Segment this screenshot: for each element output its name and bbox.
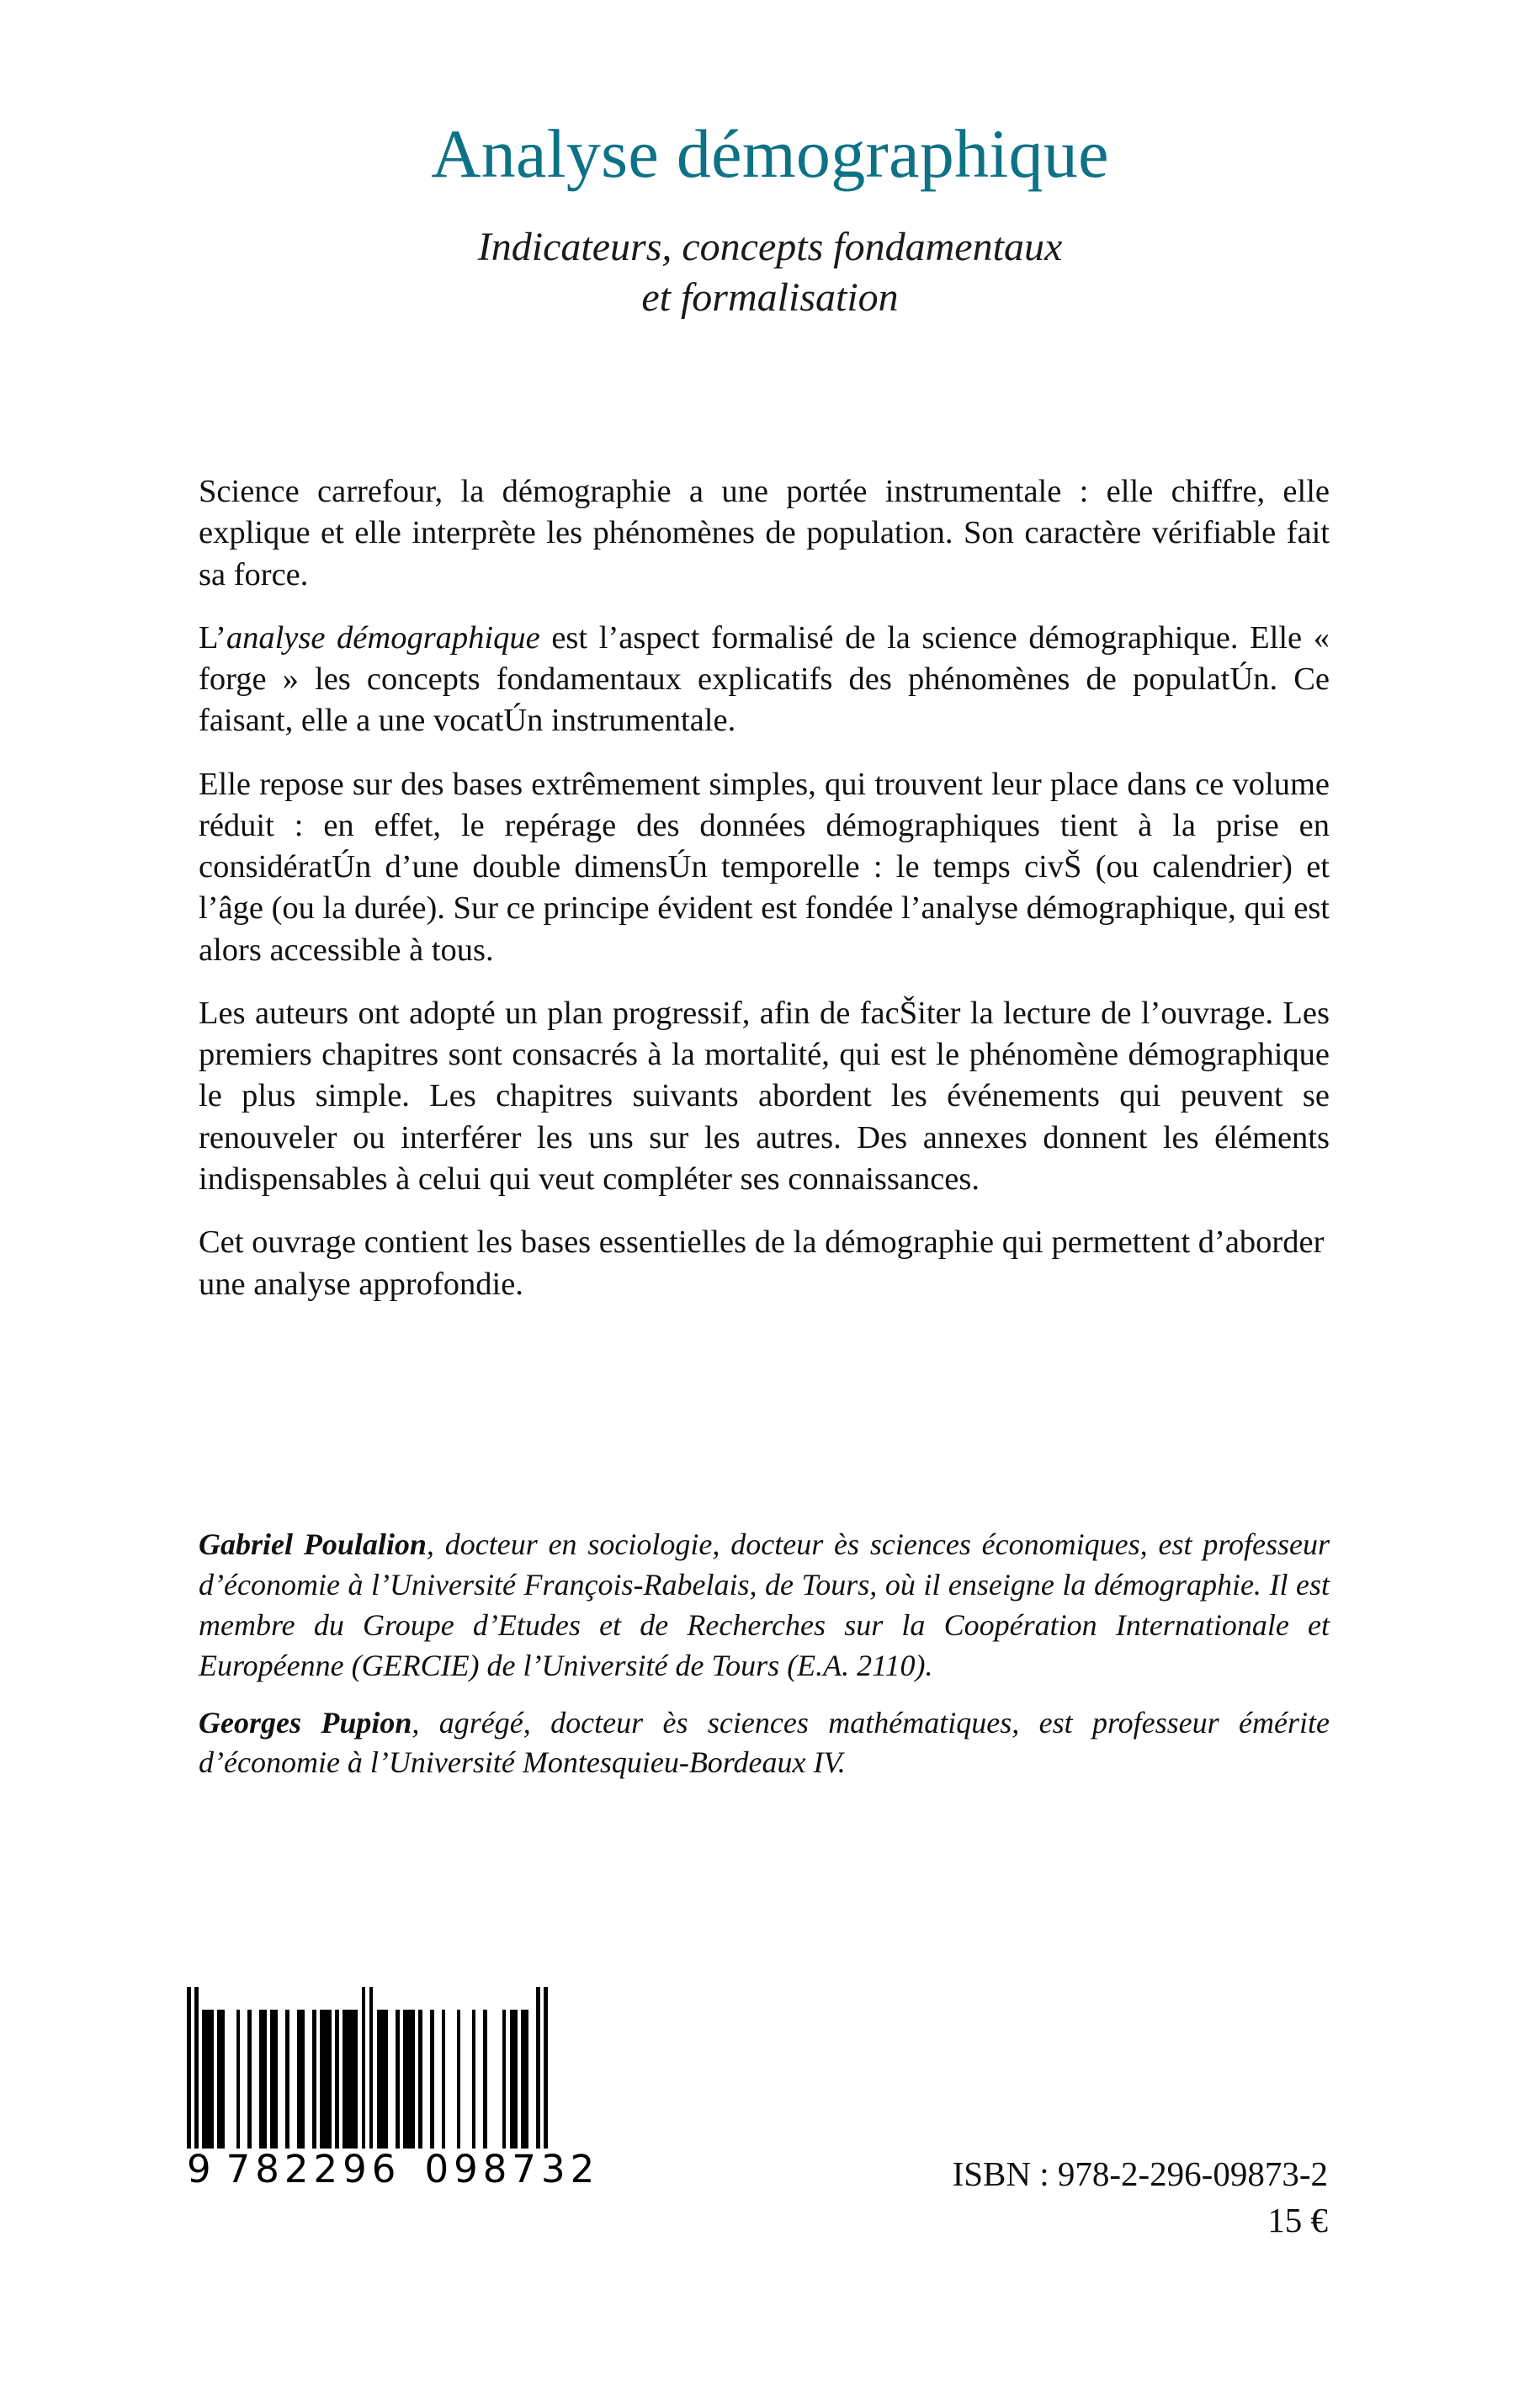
author-bio-2-text: , agrégé, docteur ès sciences mathématiques, est professeur émérite d’économie à l’Université Montesquieu-Bordeaux IV.	[199, 1705, 1330, 1780]
barcode-bars	[187, 2010, 549, 2149]
blurb-text	[199, 471, 1330, 1305]
barcode-digits	[187, 2147, 600, 2191]
barcode-lead-digit: 9	[187, 2147, 213, 2191]
author-name-1: Gabriel Poulalion	[199, 1527, 427, 1561]
author-name-2: Georges Pupion	[199, 1705, 412, 1740]
blurb-paragraph-4: Les auteurs ont adopté un plan progressif, afin de facŠiter la lecture de l’ouvrage. Les premiers chapitres sont consacrés à la mortalité, qui est le phénomène démographique le plus simple. Les chapitres suivants abordent les événements qui peuvent se renouveler ou interférer les uns sur les autres. Des annexes donnent les éléments indispensables à celui qui veut compléter ses connaissances.	[199, 995, 1330, 1197]
book-subtitle	[0, 222, 1540, 323]
author-bio-2	[199, 1703, 1330, 1784]
isbn-text: ISBN : 978-2-296-09873-2	[952, 2154, 1328, 2193]
barcode	[187, 2010, 600, 2191]
blurb-paragraph-5: Cet ouvrage contient les bases essentielles de la démographie qui permettent d’aborder une analyse approfondie.	[199, 1224, 1325, 1302]
author-bios	[199, 1525, 1330, 1783]
barcode-left-group: 782296	[226, 2147, 401, 2191]
isbn-block	[953, 2151, 1328, 2244]
barcode-bar	[544, 1987, 548, 2149]
blurb-paragraph-1: Science carrefour, la démographie a une portée instrumentale : elle chiffre, elle explique et elle interprète les phénomènes de population. Son caractère vérifiable fait sa force.	[199, 474, 1330, 592]
author-bio-1-text: , docteur en sociologie, docteur ès sciences économiques, est professeur d’économie à l’Université François-Rabelais, de Tours, où il enseigne la démographie. Il est membre du Groupe d’Etudes et de Recherches sur la Coopération Internationale et Européenne (GERCIE) de l’Université de Tours (E.A. 2110).	[199, 1527, 1330, 1682]
page-title: Analyse démographique	[431, 115, 1109, 192]
blurb-paragraph-2-lead: L’	[199, 619, 226, 656]
price-text: 15 €	[1267, 2201, 1328, 2240]
barcode-right-group: 098732	[424, 2147, 600, 2191]
blurb-paragraph-3: Elle repose sur des bases extrêmement simples, qui trouvent leur place dans ce volume réduit : en effet, le repérage des données démographiques tient à la prise en considératÚn d’une double dimensÚn temporelle : le temps civŠ (ou calendrier) et l’âge (ou la durée). Sur ce principe évident est fondée l’analyse démographique, qui est alors accessible à tous.	[199, 766, 1330, 968]
title-block	[0, 115, 1540, 323]
blurb-paragraph-2-rest: est l’aspect formalisé de la science démographique. Elle « forge » les concepts fondamentaux explicatifs des phénomènes de populatÚn. Ce faisant, elle a une vocatÚn instrumentale.	[199, 619, 1330, 739]
book-subtitle-line-1: Indicateurs, concepts fondamentaux	[477, 225, 1063, 270]
book-subtitle-line-2: et formalisation	[641, 275, 899, 321]
author-bio-1	[199, 1525, 1330, 1686]
blurb-paragraph-2-emphasis: analyse démographique	[226, 619, 540, 656]
blurb-paragraph-2	[199, 618, 1330, 742]
